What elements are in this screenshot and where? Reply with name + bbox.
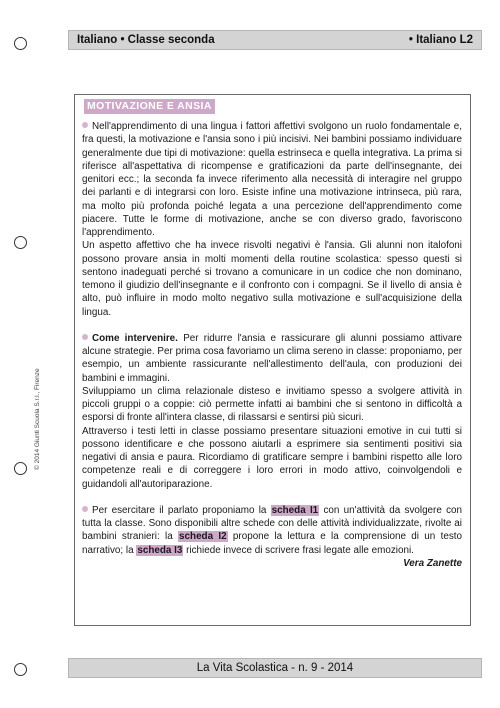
bullet-icon	[82, 122, 88, 128]
bullet-icon	[82, 506, 88, 512]
paragraph-relational: Sviluppiamo un clima relazionale disteso e invitiamo spesso a svolgere attività in piccoli gruppi o a coppie: ciò permette infatti ai bambini che si sentono in difficoltà a esporsi di fronte all'intera classe, di rilassarsi e sentirsi più sicuri.	[82, 385, 462, 424]
copyright-notice: © 2014 Giunti Scuola S.r.l., Firenze	[34, 368, 41, 470]
paragraph-anxiety: Un aspetto affettivo che ha invece risvolti negativi è l'ansia. Gli alunni non italofoni possono provare ansia in molti momenti della routine scolastica: spesso questi si sentono inadeguati perché si trovano a comunicare in un codice che non dominano, temono il giudizio dell'insegnante e il confronto con i compagni. Se il livello di ansia è alto, può influire in modo molto negativo sulla motivazione e sull'acquisizione della lingua.	[82, 240, 462, 318]
header-bar	[68, 30, 482, 50]
binder-hole-3	[14, 462, 27, 475]
binder-hole-1	[14, 37, 27, 50]
binder-hole-4	[14, 663, 27, 676]
worksheet-ref-i1: scheda I1	[271, 504, 319, 516]
worksheet-ref-i3: scheda I3	[137, 544, 183, 556]
paragraph-motivation-text: Nell'apprendimento di una lingua i fattori affettivi svolgono un ruolo fondamentale e, fra questi, la motivazione e l'ansia sono i più incisivi. Nei bambini possiamo individuare generalmente due tipi di motivazione: quella estrinseca e quella integrativa. La prima si riferisce all'aspettativa di ricompense e gratificazioni da parte dell'insegnante, dei genitori ecc.; la seconda fa invece riferimento alla necessità di interagire nel gruppo dei parlanti e di integrarsi con loro. Esiste infine una motivazione intrinseca, più rara, ma molto più profonda poiché legata a una percezione dell'apprendimento come piacere. Tutte le forme di motivazione, anche se con diverso grado, favoriscono l'apprendimento.	[82, 121, 462, 238]
header-subject: Italiano • Classe seconda	[77, 34, 215, 46]
paragraph-worksheets: Per esercitare il parlato proponiamo la scheda I1 con un'attività da svolgere con tutta la classe. Sono disponibili altre schede con delle attività individualizzate, rivolte ai bambini stranieri: la scheda I2 propone la lettura e la comprensione di un testo narrativo; la scheda I3 richiede invece di scrivere frasi legate alle emozioni.	[82, 504, 463, 556]
paragraph-intervention	[82, 332, 462, 385]
article-body	[82, 120, 462, 570]
worksheet-ref-i2: scheda I2	[179, 531, 227, 543]
section-title: MOTIVAZIONE E ANSIA	[84, 99, 215, 114]
section2-label: Come intervenire.	[92, 332, 178, 344]
bullet-icon	[82, 334, 88, 340]
paragraph-intervention-text: Per ridurre l'ansia e rassicurare gli alunni possiamo attivare alcune strategie. Per prima cosa favoriamo un clima sereno in classe: proponiamo, per esempio, un ambiente rassicurante nell'allestimento dell'aula, con produzioni dei bambini e immagini.	[82, 332, 462, 384]
paragraph-texts: Attraverso i testi letti in classe possiamo presentare situazioni emotive in cui tutti si possono identificare e che possono aiutarli a esprimere sia sentimenti positivi sia negativi di ansia e paura. Ricordiamo di gratificare sempre i bambini rispetto alle loro competenze reali e di correggere i loro errori in modo attivo, coinvolgendoli e guidandoli all'autoriparazione.	[82, 425, 462, 490]
header-topic: • Italiano L2	[408, 34, 473, 46]
binder-hole-2	[14, 236, 27, 249]
footer-bar: La Vita Scolastica - n. 9 - 2014	[68, 658, 482, 678]
author-signature: Vera Zanette	[403, 557, 462, 569]
paragraph-motivation	[82, 120, 462, 239]
